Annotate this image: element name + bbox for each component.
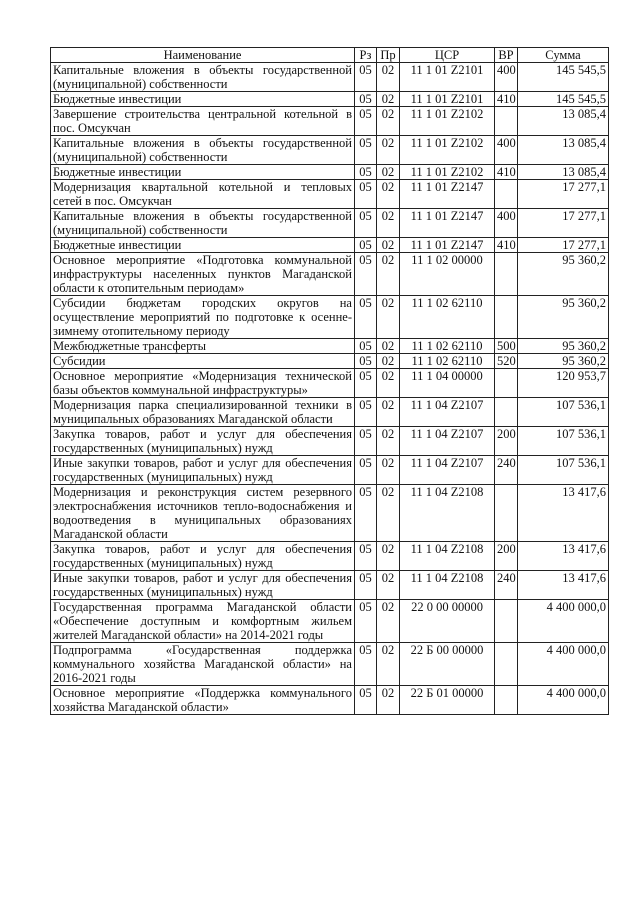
row-name: Бюджетные инвестиции <box>51 238 355 253</box>
row-rz: 05 <box>355 600 377 643</box>
header-vr: ВР <box>495 48 518 63</box>
row-sum: 17 277,1 <box>518 180 609 209</box>
row-sum: 4 400 000,0 <box>518 643 609 686</box>
table-row <box>51 238 609 253</box>
row-pr: 02 <box>377 296 400 339</box>
row-csr: 22 0 00 00000 <box>400 600 495 643</box>
row-sum: 145 545,5 <box>518 63 609 92</box>
row-name: Подпрограмма «Государственная поддержка коммунального хозяйства Магаданской области» на 2016-2021 годы <box>51 643 355 686</box>
row-rz: 05 <box>355 209 377 238</box>
row-vr: 400 <box>495 63 518 92</box>
row-vr <box>495 600 518 643</box>
row-csr: 11 1 04 Z2107 <box>400 398 495 427</box>
header-csr: ЦСР <box>400 48 495 63</box>
row-vr: 400 <box>495 136 518 165</box>
row-name: Завершение строительства центральной котельной в пос. Омсукчан <box>51 107 355 136</box>
row-sum: 4 400 000,0 <box>518 600 609 643</box>
header-name: Наименование <box>51 48 355 63</box>
row-csr: 11 1 01 Z2147 <box>400 238 495 253</box>
row-vr: 200 <box>495 542 518 571</box>
row-rz: 05 <box>355 238 377 253</box>
row-csr: 11 1 02 62110 <box>400 354 495 369</box>
row-vr <box>495 369 518 398</box>
table-row <box>51 485 609 542</box>
table-row <box>51 136 609 165</box>
row-rz: 05 <box>355 571 377 600</box>
table-row <box>51 180 609 209</box>
table-row <box>51 209 609 238</box>
row-vr <box>495 643 518 686</box>
row-rz: 05 <box>355 643 377 686</box>
row-rz: 05 <box>355 398 377 427</box>
row-csr: 11 1 01 Z2101 <box>400 92 495 107</box>
row-csr: 11 1 04 Z2108 <box>400 485 495 542</box>
row-rz: 05 <box>355 63 377 92</box>
row-sum: 120 953,7 <box>518 369 609 398</box>
row-vr <box>495 296 518 339</box>
row-sum: 13 085,4 <box>518 165 609 180</box>
table-row <box>51 354 609 369</box>
row-pr: 02 <box>377 369 400 398</box>
row-pr: 02 <box>377 456 400 485</box>
row-rz: 05 <box>355 339 377 354</box>
row-pr: 02 <box>377 398 400 427</box>
header-sum: Сумма <box>518 48 609 63</box>
row-sum: 13 085,4 <box>518 136 609 165</box>
row-rz: 05 <box>355 107 377 136</box>
budget-table <box>50 47 609 715</box>
row-name: Капитальные вложения в объекты государственной (муниципальной) собственности <box>51 63 355 92</box>
row-pr: 02 <box>377 339 400 354</box>
row-sum: 13 417,6 <box>518 571 609 600</box>
header-pr: Пр <box>377 48 400 63</box>
row-csr: 11 1 02 62110 <box>400 339 495 354</box>
row-csr: 11 1 04 Z2107 <box>400 427 495 456</box>
row-rz: 05 <box>355 296 377 339</box>
row-csr: 11 1 04 Z2107 <box>400 456 495 485</box>
row-pr: 02 <box>377 253 400 296</box>
row-sum: 107 536,1 <box>518 427 609 456</box>
row-vr <box>495 485 518 542</box>
row-csr: 11 1 01 Z2101 <box>400 63 495 92</box>
row-name: Межбюджетные трансферты <box>51 339 355 354</box>
row-sum: 17 277,1 <box>518 238 609 253</box>
row-csr: 11 1 04 Z2108 <box>400 571 495 600</box>
row-sum: 95 360,2 <box>518 296 609 339</box>
table-row <box>51 686 609 715</box>
row-name: Модернизация парка специализированной техники в муниципальных образованиях Магаданской области <box>51 398 355 427</box>
row-pr: 02 <box>377 136 400 165</box>
header-rz: Рз <box>355 48 377 63</box>
table-row <box>51 63 609 92</box>
table-row <box>51 600 609 643</box>
row-csr: 11 1 01 Z2102 <box>400 107 495 136</box>
row-rz: 05 <box>355 165 377 180</box>
row-pr: 02 <box>377 485 400 542</box>
row-pr: 02 <box>377 92 400 107</box>
row-rz: 05 <box>355 686 377 715</box>
row-rz: 05 <box>355 427 377 456</box>
row-vr <box>495 253 518 296</box>
table-row <box>51 165 609 180</box>
row-name: Субсидии бюджетам городских округов на осуществление мероприятий по подготовке к осенне-зимнему отопительному периоду <box>51 296 355 339</box>
row-name: Закупка товаров, работ и услуг для обеспечения государственных (муниципальных) нужд <box>51 542 355 571</box>
row-sum: 17 277,1 <box>518 209 609 238</box>
table-row <box>51 542 609 571</box>
row-rz: 05 <box>355 253 377 296</box>
row-pr: 02 <box>377 427 400 456</box>
table-row <box>51 253 609 296</box>
table-row <box>51 107 609 136</box>
row-vr <box>495 107 518 136</box>
table-row <box>51 398 609 427</box>
row-pr: 02 <box>377 571 400 600</box>
row-name: Бюджетные инвестиции <box>51 92 355 107</box>
table-row <box>51 456 609 485</box>
row-name: Основное мероприятие «Подготовка коммунальной инфраструктуры населенных пунктов Магаданской области к отопительным периодам» <box>51 253 355 296</box>
row-csr: 22 Б 00 00000 <box>400 643 495 686</box>
row-vr <box>495 180 518 209</box>
row-vr: 410 <box>495 92 518 107</box>
row-name: Модернизация и реконструкция систем резервного электроснабжения источников тепло-водоснабжения и водоотведения в муниципальных образованиях Магаданской области <box>51 485 355 542</box>
row-pr: 02 <box>377 180 400 209</box>
row-rz: 05 <box>355 136 377 165</box>
table-header-row <box>51 48 609 63</box>
row-name: Субсидии <box>51 354 355 369</box>
row-pr: 02 <box>377 63 400 92</box>
row-name: Закупка товаров, работ и услуг для обеспечения государственных (муниципальных) нужд <box>51 427 355 456</box>
row-pr: 02 <box>377 107 400 136</box>
row-sum: 13 085,4 <box>518 107 609 136</box>
row-rz: 05 <box>355 92 377 107</box>
row-rz: 05 <box>355 542 377 571</box>
row-pr: 02 <box>377 643 400 686</box>
row-name: Иные закупки товаров, работ и услуг для обеспечения государственных (муниципальных) нужд <box>51 456 355 485</box>
row-name: Основное мероприятие «Модернизация технической базы объектов коммунальной инфраструктуры» <box>51 369 355 398</box>
row-vr: 500 <box>495 339 518 354</box>
row-csr: 11 1 01 Z2147 <box>400 180 495 209</box>
row-csr: 11 1 01 Z2102 <box>400 165 495 180</box>
row-pr: 02 <box>377 686 400 715</box>
row-vr: 400 <box>495 209 518 238</box>
table-row <box>51 296 609 339</box>
table-row <box>51 571 609 600</box>
row-pr: 02 <box>377 354 400 369</box>
row-sum: 13 417,6 <box>518 542 609 571</box>
table-row <box>51 643 609 686</box>
row-name: Капитальные вложения в объекты государственной (муниципальной) собственности <box>51 209 355 238</box>
row-csr: 22 Б 01 00000 <box>400 686 495 715</box>
row-sum: 4 400 000,0 <box>518 686 609 715</box>
row-sum: 95 360,2 <box>518 354 609 369</box>
row-csr: 11 1 04 00000 <box>400 369 495 398</box>
row-rz: 05 <box>355 354 377 369</box>
row-sum: 95 360,2 <box>518 253 609 296</box>
row-vr <box>495 686 518 715</box>
row-sum: 95 360,2 <box>518 339 609 354</box>
row-vr: 410 <box>495 238 518 253</box>
table-row <box>51 339 609 354</box>
row-sum: 107 536,1 <box>518 398 609 427</box>
table-row <box>51 369 609 398</box>
row-csr: 11 1 02 62110 <box>400 296 495 339</box>
row-pr: 02 <box>377 600 400 643</box>
row-vr: 200 <box>495 427 518 456</box>
row-name: Государственная программа Магаданской области «Обеспечение доступным и комфортным жильем жителей Магаданской области» на 2014-2021 годы <box>51 600 355 643</box>
table-row <box>51 92 609 107</box>
row-vr: 240 <box>495 571 518 600</box>
row-csr: 11 1 02 00000 <box>400 253 495 296</box>
row-csr: 11 1 04 Z2108 <box>400 542 495 571</box>
row-pr: 02 <box>377 542 400 571</box>
row-vr <box>495 398 518 427</box>
row-name: Основное мероприятие «Поддержка коммунального хозяйства Магаданской области» <box>51 686 355 715</box>
row-rz: 05 <box>355 456 377 485</box>
row-sum: 107 536,1 <box>518 456 609 485</box>
row-rz: 05 <box>355 485 377 542</box>
row-name: Капитальные вложения в объекты государственной (муниципальной) собственности <box>51 136 355 165</box>
row-pr: 02 <box>377 238 400 253</box>
row-pr: 02 <box>377 209 400 238</box>
row-vr: 520 <box>495 354 518 369</box>
row-csr: 11 1 01 Z2102 <box>400 136 495 165</box>
row-pr: 02 <box>377 165 400 180</box>
table-row <box>51 427 609 456</box>
row-rz: 05 <box>355 180 377 209</box>
row-sum: 145 545,5 <box>518 92 609 107</box>
row-vr: 240 <box>495 456 518 485</box>
row-vr: 410 <box>495 165 518 180</box>
row-name: Бюджетные инвестиции <box>51 165 355 180</box>
row-sum: 13 417,6 <box>518 485 609 542</box>
row-rz: 05 <box>355 369 377 398</box>
row-name: Иные закупки товаров, работ и услуг для обеспечения государственных (муниципальных) нужд <box>51 571 355 600</box>
table-body <box>51 63 609 715</box>
row-name: Модернизация квартальной котельной и тепловых сетей в пос. Омсукчан <box>51 180 355 209</box>
row-csr: 11 1 01 Z2147 <box>400 209 495 238</box>
